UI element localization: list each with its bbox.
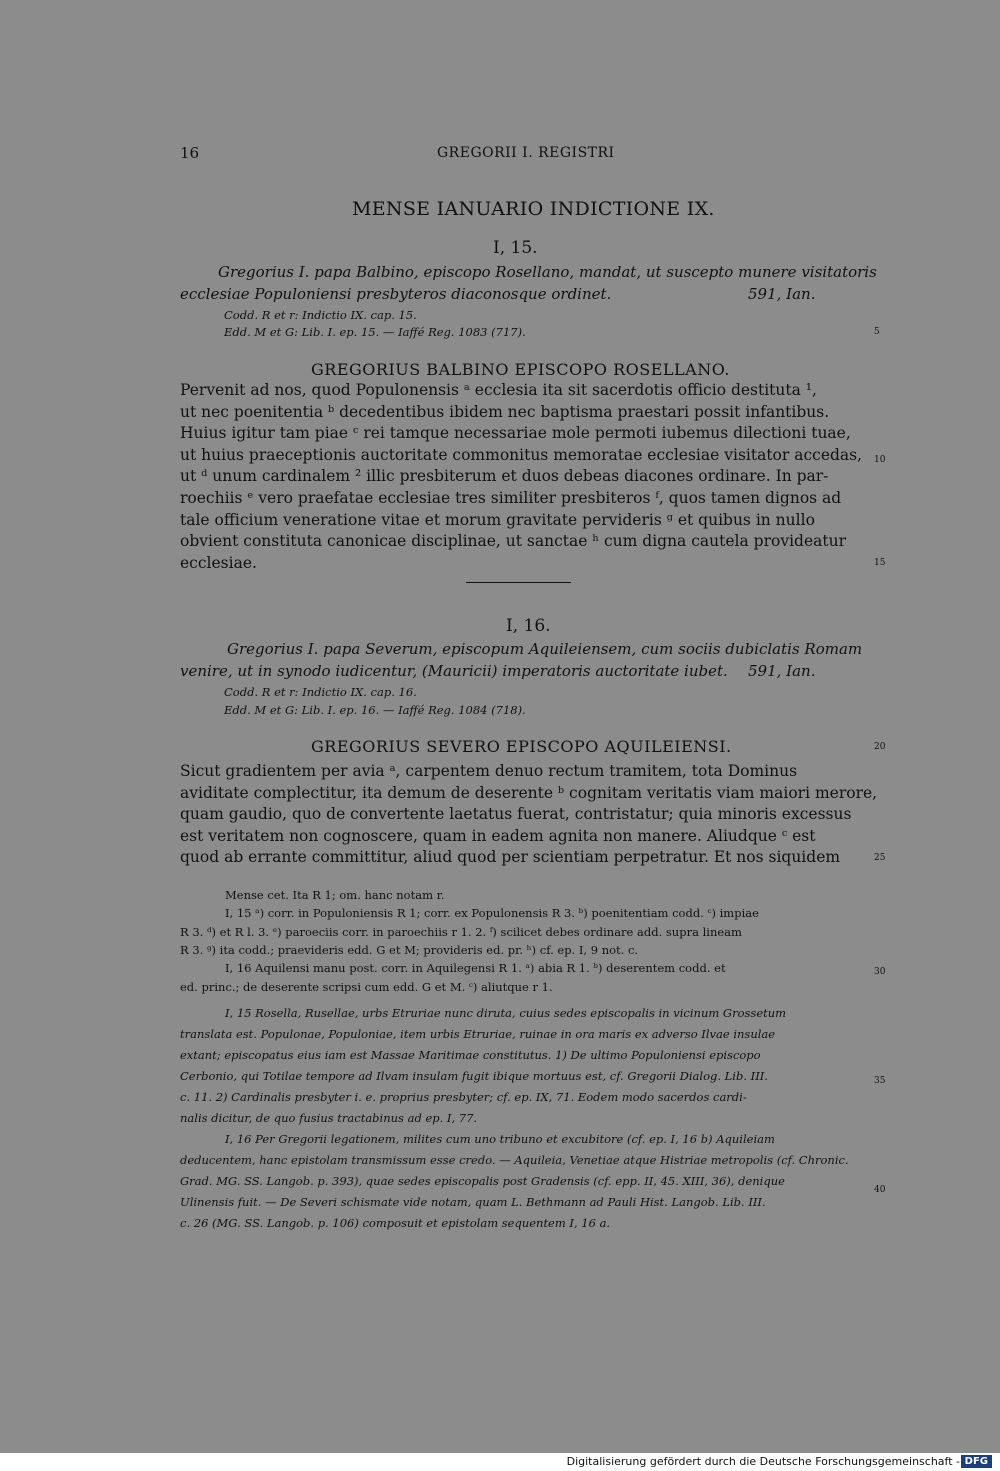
text-line: ecclesiae. (180, 553, 257, 572)
text-line: est veritatem non cognoscere, quam in eadem agnita non manere. Aliudque ᶜ est (180, 826, 816, 845)
margin-line-number: 15 (874, 558, 886, 568)
letter-date: 591, Ian. (748, 662, 816, 680)
text-line: Grad. MG. SS. Langob. p. 393), quae sedes episcopalis post Gradensis (cf. epp. II, 45. XIII, 36), denique (180, 1174, 785, 1188)
section-title: MENSE IANUARIO INDICTIONE IX. (352, 198, 715, 220)
letter-addressee: GREGORIUS SEVERO EPISCOPO AQUILEIENSI. (311, 737, 732, 756)
letter-summary-line: Gregorius I. papa Balbino, episcopo Rosellano, mandat, ut suscepto munere visitatoris (218, 263, 877, 281)
letter-number-2: I, 16. (506, 616, 551, 636)
text-line: obvient constituta canonicae disciplinae, ut sanctae ʰ cum digna cautela provideatur (180, 532, 846, 551)
text-line: aviditate complectitur, ita demum de deserente ᵇ cognitam veritatis viam maiori merore, (180, 783, 878, 802)
text-line: ut nec poenitentia ᵇ decedentibus ibidem nec baptisma praestari possit infantibus. (180, 402, 830, 421)
margin-line-number: 30 (874, 967, 886, 977)
text-line: I, 16 Per Gregorii legationem, milites cum uno tribuno et excubitore (cf. ep. I, 16 b) Aquileiam (225, 1132, 775, 1146)
text-line: R 3. ᵍ) ita codd.; praevideris edd. G et M; provideris ed. pr. ʰ) cf. ep. I, 9 not. c. (180, 942, 639, 957)
text-line: I, 15 ᵃ) corr. in Populoniensis R 1; corr. ex Populonensis R 3. ᵇ) poenitentiam codd. ᶜ) impiae (225, 906, 759, 921)
editions-line: Edd. M et G: Lib. I. ep. 15. — Iaffé Reg. 1083 (717). (224, 325, 526, 339)
page-number: 16 (180, 144, 200, 162)
text-line: I, 16 Aquilensi manu post. corr. in Aquilegensi R 1. ᵃ) abia R 1. ᵇ) deserentem codd. et (225, 961, 726, 976)
text-line: tale officium veneratione vitae et morum gravitate pervideris ᵍ et quibus in nullo (180, 510, 815, 529)
text-line: I, 15 Rosella, Rusellae, urbs Etruriae nunc diruta, cuius sedes episcopalis in vicinum Grossetum (225, 1006, 787, 1020)
text-line: ut ᵈ unum cardinalem ² illic presbiterum et duos debeas diacones ordinare. In par- (180, 467, 829, 486)
separator-rule (466, 582, 571, 583)
letter-summary-line: ecclesiae Populoniensi presbyteros diaconosque ordinet. (180, 285, 612, 303)
text-line: Huius igitur tam piae ᶜ rei tamque necessariae mole permoti iubemus dilectioni tuae, (180, 424, 851, 443)
codices-line: Codd. R et r: Indictio IX. cap. 16. (224, 685, 417, 699)
text-line: quam gaudio, quo de convertente laetatus fuerat, contristatur; quia minoris excessus (180, 805, 852, 824)
margin-line-number: 25 (874, 853, 886, 863)
text-line: quod ab errante committitur, aliud quod per scientiam perpetratur. Et nos siquidem (180, 848, 841, 867)
text-line: translata est. Populonae, Populoniae, item urbis Etruriae, ruinae in ora maris ex adverso Ilvae insulae (180, 1027, 776, 1041)
margin-line-number: 40 (874, 1185, 886, 1195)
margin-line-number: 35 (874, 1076, 886, 1086)
codices-line: Codd. R et r: Indictio IX. cap. 15. (224, 308, 417, 322)
margin-line-number: 10 (874, 455, 886, 465)
editions-line: Edd. M et G: Lib. I. ep. 16. — Iaffé Reg. 1084 (718). (224, 703, 526, 717)
text-line: c. 11. 2) Cardinalis presbyter i. e. proprius presbyter; cf. ep. IX, 71. Eodem modo sacerdos cardi- (180, 1090, 747, 1104)
text-line: Ulinensis fuit. — De Severi schismate vide notam, quam L. Bethmann ad Pauli Hist. Langob. Lib. III. (180, 1195, 766, 1209)
letter-summary-line: Gregorius I. papa Severum, episcopum Aquileiensem, cum sociis dubiclatis Romam (227, 640, 863, 658)
text-line: c. 26 (MG. SS. Langob. p. 106) composuit et epistolam sequentem I, 16 a. (180, 1216, 611, 1230)
text-line: Mense cet. Ita R 1; om. hanc notam r. (225, 888, 445, 902)
text-line: R 3. ᵈ) et R l. 3. ᵉ) paroeciis corr. in paroechiis r 1. 2. ᶠ) scilicet debes ordinare add. supra lineam (180, 924, 742, 939)
letter-summary-line: venire, ut in synodo iudicentur, (Mauricii) imperatoris auctoritate iubet. (180, 662, 728, 680)
dfg-logo: DFG (961, 1455, 992, 1468)
text-line: Sicut gradientem per avia ᵃ, carpentem denuo rectum tramitem, tota Dominus (180, 762, 798, 780)
text-line: extant; episcopatus eius iam est Massae Maritimae constitutus. 1) De ultimo Populoniensi episcopo (180, 1048, 761, 1062)
text-line: roechiis ᵉ vero praefatae ecclesiae tres similiter presbiteros ᶠ, quos tamen dignos ad (180, 489, 842, 507)
margin-line-number: 5 (874, 327, 880, 337)
text-line: ut huius praeceptionis auctoritate commonitus memoratae ecclesiae visitator accedas, (180, 445, 863, 464)
text-line: deducentem, hanc epistolam transmissum esse credo. — Aquileia, Venetiae atque Histriae metropolis (cf. Chronic. (180, 1153, 849, 1167)
text-line: ed. princ.; de deserente scripsi cum edd. G et M. ᶜ) aliutque r 1. (180, 979, 553, 994)
margin-line-number: 20 (874, 742, 886, 752)
running-title: GREGORII I. REGISTRI (437, 145, 615, 161)
letter-date: 591, Ian. (748, 285, 816, 303)
text-line: Cerbonio, qui Totilae tempore ad Ilvam insulam fugit ibique mortuus est, cf. Gregorii Dialog. Lib. III. (180, 1069, 768, 1083)
text-line: nalis dicitur, de quo fusius tractabinus ad ep. I, 77. (180, 1111, 478, 1125)
footer-credit: Digitalisierung gefördert durch die Deutsche Forschungsgemeinschaft - (566, 1455, 960, 1468)
letter-addressee: GREGORIUS BALBINO EPISCOPO ROSELLANO. (311, 360, 730, 379)
letter-number-1: I, 15. (493, 238, 538, 258)
text-line: Pervenit ad nos, quod Populonensis ᵃ ecclesia ita sit sacerdotis officio destituta ¹, (180, 381, 817, 399)
